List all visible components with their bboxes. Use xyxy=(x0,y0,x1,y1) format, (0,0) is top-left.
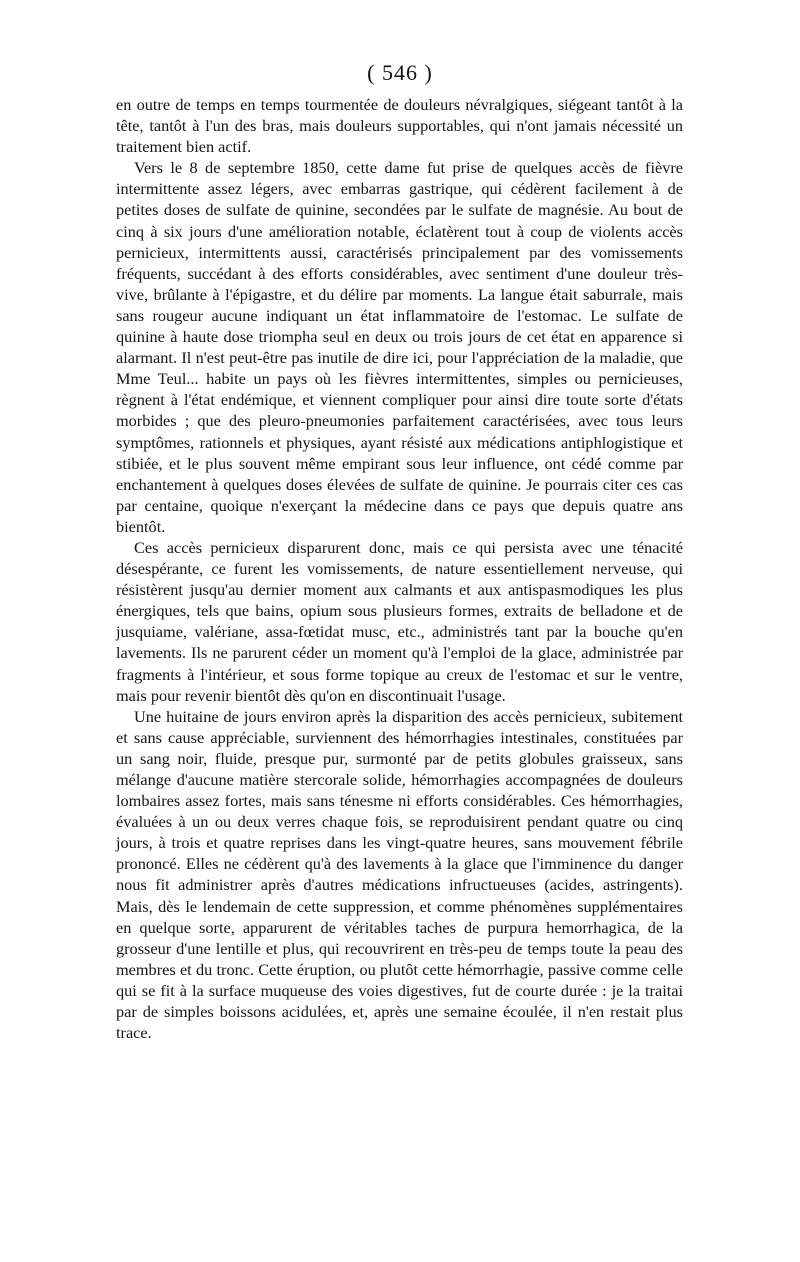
paragraph-continuation: en outre de temps en temps tourmentée de douleurs névralgiques, siégeant tantôt à la tête, tantôt à l'un des bras, mais douleurs supportables, qui n'ont jamais nécessité un traitement bien actif. xyxy=(116,95,683,157)
body-text xyxy=(116,94,683,1043)
paragraph-fever-onset: Vers le 8 de septembre 1850, cette dame fut prise de quelques accès de fièvre intermittente assez légers, avec embarras gastrique, qui cédèrent facilement à de petites doses de sulfate de quinine, secondées par le sulfate de magnésie. Au bout de cinq à six jours d'une amélioration notable, éclatèrent tout à coup de violents accès pernicieux, intermittents aussi, caractérisés principalement par des vomissements fréquents, succédant à des efforts considérables, avec sentiment d'une douleur très-vive, brûlante à l'épigastre, et du délire par moments. La langue était saburrale, mais sans rougeur aucune indiquant un état inflammatoire de l'estomac. Le sulfate de quinine à haute dose triompha seul en deux ou trois jours de cet état en apparence si alarmant. Il n'est peut-être pas inutile de dire ici, pour l'appréciation de la maladie, que Mme Teul... habite un pays où les fièvres intermittentes, simples ou pernicieuses, règnent à l'état endémique, et viennent compliquer pour ainsi dire toute sorte d'états morbides ; que des pleuro-pneumonies parfaitement caractérisées, avec tous leurs symptômes, rationnels et physiques, ayant résisté aux médications antiphlogistique et stibiée, et le plus souvent même empirant sous leur influence, ont cédé comme par enchantement à quelques doses élevées de sulfate de quinine. Je pourrais citer ces cas par centaine, quoique n'exerçant la médecine dans ce pays que depuis quatre ans bientôt. xyxy=(116,158,683,536)
paragraph-hemorrhages: Une huitaine de jours environ après la disparition des accès pernicieux, subitement et sans cause appréciable, surviennent des hémorrhagies intestinales, constituées par un sang noir, fluide, presque pur, surmonté par de petits globules graisseux, sans mélange d'aucune matière stercorale solide, hémorrhagies accompagnées de douleurs lombaires assez fortes, mais sans ténesme ni efforts considérables. Ces hémorrhagies, évaluées à un ou deux verres chaque fois, se reproduisirent pendant quatre ou cinq jours, à trois et quatre reprises dans les vingt-quatre heures, sans mouvement fébrile prononcé. Elles ne cédèrent qu'à des lavements à la glace que l'imminence du danger nous fit administrer après d'autres médications infructueuses (acides, astringents). Mais, dès le lendemain de cette suppression, et comme phénomènes supplémentaires en quelque sorte, apparurent de véritables taches de purpura hemorrhagica, de la grosseur d'une lentille et plus, qui recouvrirent en très-peu de temps toute la peau des membres et du tronc. Cette éruption, ou plutôt cette hémorrhagie, passive comme celle qui se fit à la surface muqueuse des voies digestives, fut de courte durée : je la traitai par de simples boissons acidulées, et, après une semaine écoulée, il n'en restait plus trace. xyxy=(116,706,683,1043)
paragraph-vomiting: Ces accès pernicieux disparurent donc, mais ce qui persista avec une ténacité désespérante, ce furent les vomissements, de nature essentiellement nerveuse, qui résistèrent jusqu'au dernier moment aux calmants et aux antispasmodiques les plus énergiques, tels que bains, opium sous plusieurs formes, extraits de belladone et de jusquiame, valériane, assa-fœtidat musc, etc., administrés tant par la bouche qu'en lavements. Ils ne parurent céder un moment qu'à l'emploi de la glace, administrée par fragments à l'intérieur, et sous forme topique au creux de l'estomac et sur le ventre, mais pour revenir bientôt dès qu'on en discontinuait l'usage. xyxy=(116,537,683,705)
page-number: ( 546 ) xyxy=(367,60,433,85)
